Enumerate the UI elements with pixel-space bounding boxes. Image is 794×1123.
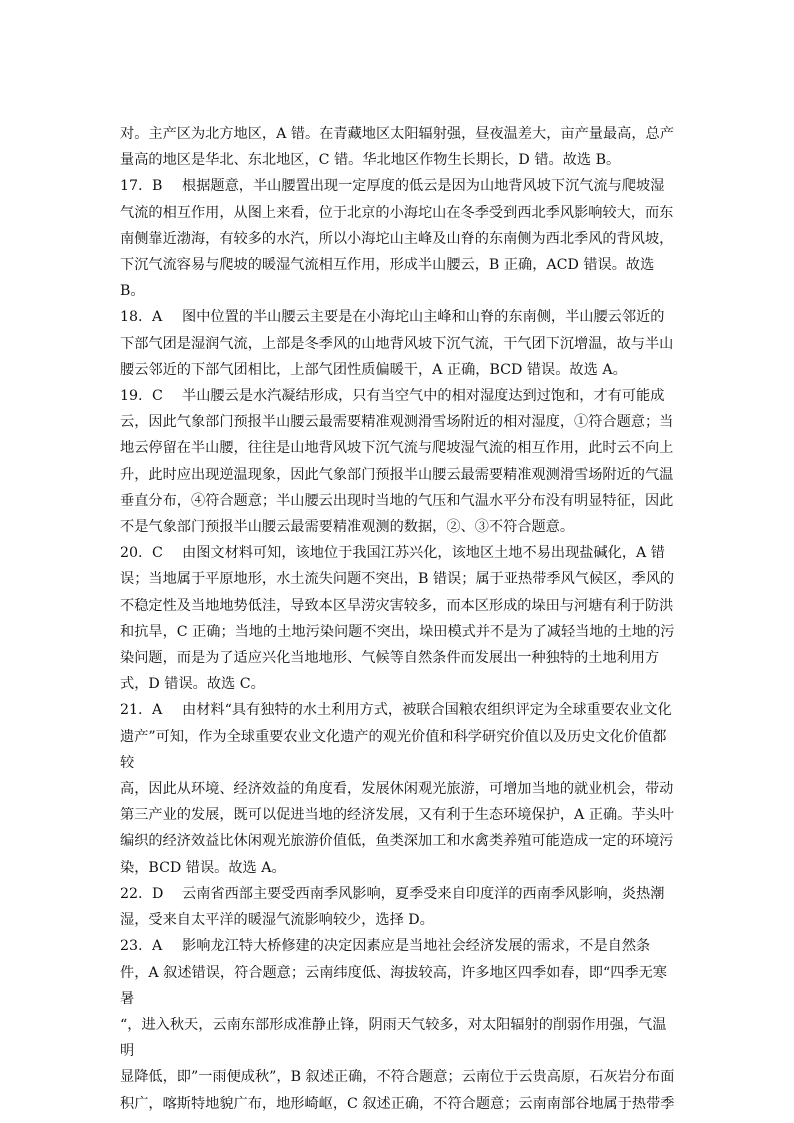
explanation-line: 腰云邻近的下部气团相比，上部气团性质偏暖干，A 正确，BCD 错误。故选 A。 [120, 361, 627, 378]
explanation-line: 由材料“具有独特的水土利用方式，被联合国粮农组织评定为全球重要农业文化 [182, 702, 672, 719]
explanation-line: 不稳定性及当地地势低洼，导致本区旱涝灾害较多，而本区形成的垛田与河塘有利于防洪 [120, 597, 674, 614]
answer-item [120, 173, 676, 304]
explanation-line: 染，BCD 错误。故选 A。 [120, 859, 286, 876]
question-number: 20. [120, 545, 143, 562]
answer-letter: A [152, 702, 163, 719]
explanation-line: 升，此时应出现逆温现象，因此气象部门预报半山腰云最需要精准观测滑雪场附近的气温 [120, 466, 674, 483]
explanation-line: 第三产业的发展，既可以促进当地的经济发展，又有利于生态环境保护，A 正确。芋头叶 [120, 807, 674, 824]
explanation-line: 半山腰云是水汽凝结形成，只有当空气中的相对湿度达到过饱和，才有可能成 [182, 388, 665, 405]
answer-letter: D [152, 885, 164, 902]
question-number: 21. [120, 702, 143, 719]
explanation-line: “，进入秋天，云南东部形成准静止锋，阴雨天气较多，对太阳辐射的削弱作用强，气温明 [120, 1016, 667, 1060]
answer-explanations [120, 121, 676, 1117]
explanation-line: 高，因此从环境、经济效益的角度看，发展休闲观光旅游，可增加当地的就业机会，带动 [120, 781, 674, 798]
explanation-line: 编织的经济效益比休闲观光旅游价值低，鱼类深加工和水禽类养殖可能造成一定的环境污 [120, 833, 674, 850]
explanation-line: 不是气象部门预报半山腰云最需要精准观测的数据，②、③不符合题意。 [120, 519, 575, 536]
answer-letter: B [152, 178, 163, 195]
explanation-line: 式，D 错误。故选 C。 [120, 676, 265, 693]
intro-line: 对。主产区为北方地区，A 错。在青藏地区太阳辐射强，昼夜温差大，亩产量最高，总产 [120, 126, 674, 142]
explanation-line: 积广，喀斯特地貌广布，地形崎岖，C 叙述正确，不符合题意；云南南部谷地属于热带季 [120, 1095, 675, 1112]
explanation-line: 由图文材料可知，该地位于我国江苏兴化，该地区土地不易出现盐碱化，A 错 [182, 545, 665, 562]
explanation-line: 气流的相互作用，从图上来看，位于北京的小海坨山在冬季受到西北季风影响较大，而东 [120, 204, 674, 221]
answer-item [120, 881, 676, 933]
explanation-line: 云，因此气象部门预报半山腰云最需要精准观测滑雪场附近的相对湿度，①符合题意；当 [120, 414, 674, 431]
answer-letter: C [152, 388, 163, 405]
explanation-line: 件，A 叙述错误，符合题意；云南纬度低、海拔较高，许多地区四季如春，即“四季无寒暑 [120, 964, 667, 1007]
answer-item [120, 383, 676, 540]
explanation-line: 图中位置的半山腰云主要是在小海坨山主峰和山脊的东南侧，半山腰云邻近的 [182, 309, 665, 326]
intro-line: 量高的地区是华北、东北地区，C 错。华北地区作物生长期长，D 错。故选 B。 [120, 152, 621, 169]
explanation-line: 云南省西部主要受西南季风影响，夏季受来自印度洋的西南季风影响，炎热潮 [182, 885, 665, 902]
question-number: 19. [120, 388, 143, 405]
explanation-line: 地云停留在半山腰，往往是山地背风坡下沉气流与爬坡湿气流的相互作用，此时云不向上 [120, 440, 674, 457]
explanation-line: 和抗旱，C 正确；当地的土地污染问题不突出，垛田模式并不是为了减轻当地的土地的污 [120, 623, 675, 640]
intro-paragraph [120, 121, 676, 173]
question-number: 17. [120, 178, 143, 195]
explanation-line: 垂直分布，④符合题意；半山腰云出现时当地的气压和气温水平分布没有明显特征，因此 [120, 492, 674, 509]
explanation-line: 误；当地属于平原地形，水土流失问题不突出，B 错误；属于亚热带季风气候区，季风的 [120, 571, 675, 588]
answer-item [120, 933, 676, 1116]
explanation-line: 显降低，即”一雨便成秋”，B 叙述正确，不符合题意；云南位于云贵高原，石灰岩分布面 [120, 1069, 675, 1086]
answer-item [120, 697, 676, 880]
answer-letter: A [152, 309, 163, 326]
explanation-line: 根据题意，半山腰置出现一定厚度的低云是因为山地背风坡下沉气流与爬坡湿 [182, 178, 665, 195]
question-number: 23. [120, 938, 143, 955]
answer-item [120, 540, 676, 697]
question-number: 22. [120, 885, 143, 902]
explanation-line: 影响龙江特大桥修建的决定因素应是当地社会经济发展的需求，不是自然条 [182, 938, 651, 955]
explanation-line: 下部气团是湿润气流，上部是冬季风的山地背风坡下沉气流，干气团下沉增温，故与半山 [120, 335, 674, 352]
explanation-line: 南侧靠近渤海，有较多的水汽，所以小海坨山主峰及山脊的东南侧为西北季风的背风坡， [120, 230, 674, 247]
question-number: 18. [120, 309, 143, 326]
answer-letter: C [152, 545, 163, 562]
explanation-line: 下沉气流容易与爬坡的暖湿气流相互作用，形成半山腰云，B 正确，ACD 错误。故选 B。 [120, 257, 655, 300]
explanation-line: 遗产”可知，作为全球重要农业文化遗产的观光价值和科学研究价值以及历史文化价值都较 [120, 728, 667, 771]
explanation-line: 染问题，而是为了适应兴化当地地形、气候等自然条件而发展出一种独特的土地利用方 [120, 650, 660, 667]
answer-letter: A [152, 938, 163, 955]
answer-item [120, 304, 676, 383]
explanation-line: 湿，受来自太平洋的暖湿气流影响较少，选择 D。 [120, 912, 434, 929]
